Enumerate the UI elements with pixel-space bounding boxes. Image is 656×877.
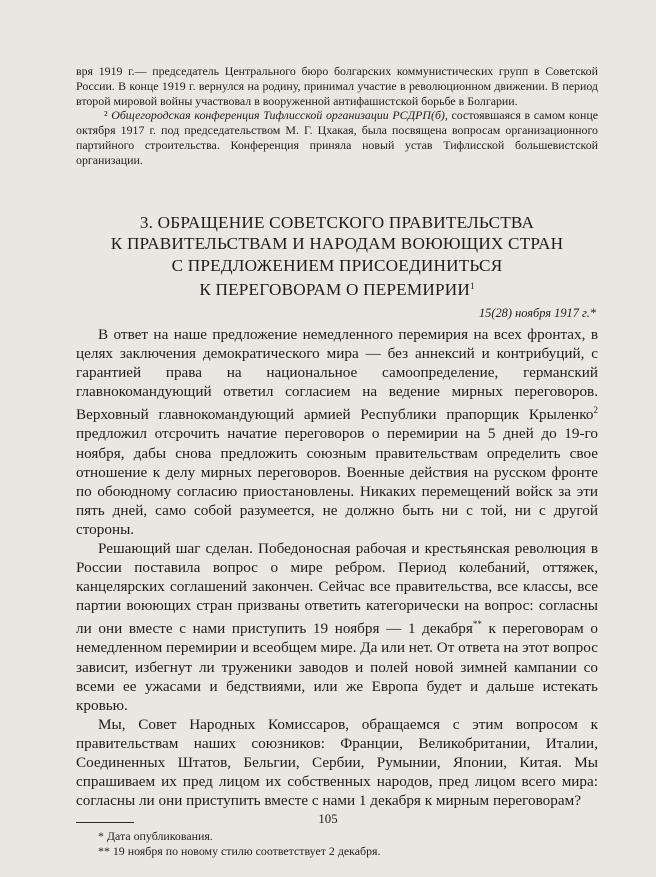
heading-line-4: К ПЕРЕГОВОРАМ О ПЕРЕМИРИИ$^1$ <box>199 280 475 300</box>
bottom-footnotes <box>76 829 598 858</box>
paragraph-1: В ответ на наше предложение немедленного перемирия на всех фронтах, в целях заключения демократического мира — без аннексий и контрибуций, с гарантией права на национальное самоопределение, германский главнокомандующий ответил согласием на ведение мирных переговоров. Верховный главнокомандующий армией Республики прапорщик Крыленко$^2$ предложил отсрочить начатие переговоров о перемирии на 5 дней до 19-го ноября, дабы снова предложить союзным правительствам определить свое отношение к делу мирных переговоров. Военные действия на русском фронте по обоюдному согласию приостановлены. Никаких перемещений войск за эти пять дней, само собой разумеется, не должно быть ни с той, ни с другой стороны. <box>76 325 598 538</box>
footnote-ref-2: 2 <box>593 405 598 416</box>
body-text <box>76 325 598 810</box>
footnote-double-star: ** 19 ноября по новому стилю соответствует 2 декабря. <box>98 843 381 858</box>
heading-line-1: 3. ОБРАЩЕНИЕ СОВЕТСКОГО ПРАВИТЕЛЬСТВА <box>139 212 535 232</box>
footnote-2-text: состоявшаяся в самом конце октября 1917 г. под председательством М. Г. Цхакая, была посвящена вопросам организационного партийного строительства. Конференция приняла новый устав Тифлисской большевистской организации. <box>76 108 598 167</box>
document-date: 15(28) ноября 1917 г.* <box>478 305 596 320</box>
footnote-2-title: Общегородская конференция Тифлисской организации РСДРП(б), <box>111 108 448 123</box>
heading-line-3: С ПРЕДЛОЖЕНИЕМ ПРИСОЕДИНИТЬСЯ <box>171 255 503 275</box>
page-number: 105 <box>318 812 338 826</box>
heading-footnote-ref: 1 <box>469 281 475 292</box>
paragraph-2: Решающий шаг сделан. Победоносная рабочая и крестьянская революция в России поставила вопрос о мире ребром. Период колебаний, оттяжек, канцелярских соглашений закончен. Сейчас все правительства, все классы, все партии воюющих стран призваны ответить категорически на вопрос: согласны ли они вместе с нами приступить 19 ноября — 1 декабря** к переговорам о немедленном перемирии и всеобщем мире. Да или нет. От ответа на этот вопрос зависит, избегнут ли труженики заводов и полей новой зимней кампании со всеми ее ужасами и бедствиями, или же Европа будет и дальше истекать кровью. <box>76 539 598 714</box>
footnote-2 <box>76 108 598 167</box>
footnote-star: * Дата опубликования. <box>98 829 213 844</box>
document-heading <box>76 212 598 301</box>
footnote-continued: вря 1919 г.— председатель Центрального бюро болгарских коммунистических групп в Советской России. В конце 1919 г. вернулся на родину, принимал участие в революционном движении. В период второй мировой войны участвовал в вооруженной антифашистской борьбе в Болгарии. <box>76 64 598 108</box>
footnote-2-marker: ² <box>104 108 108 123</box>
top-footnotes <box>76 64 598 168</box>
heading-line-2: К ПРАВИТЕЛЬСТВАМ И НАРОДАМ ВОЮЮЩИХ СТРАН <box>110 234 564 254</box>
footnote-ref-double-star: ** <box>472 619 482 630</box>
paragraph-3: Мы, Совет Народных Комиссаров, обращаемся с этим вопросом к правительствам наших союзников: Франции, Великобритании, Италии, Соединенных Штатов, Бельгии, Сербии, Румынии, Японии, Китая. Мы спрашиваем их пред лицом их собственных народов, пред лицом всего мира: согласны ли они приступить вместе с нами 1 декабря к мирным переговорам? <box>76 715 598 810</box>
